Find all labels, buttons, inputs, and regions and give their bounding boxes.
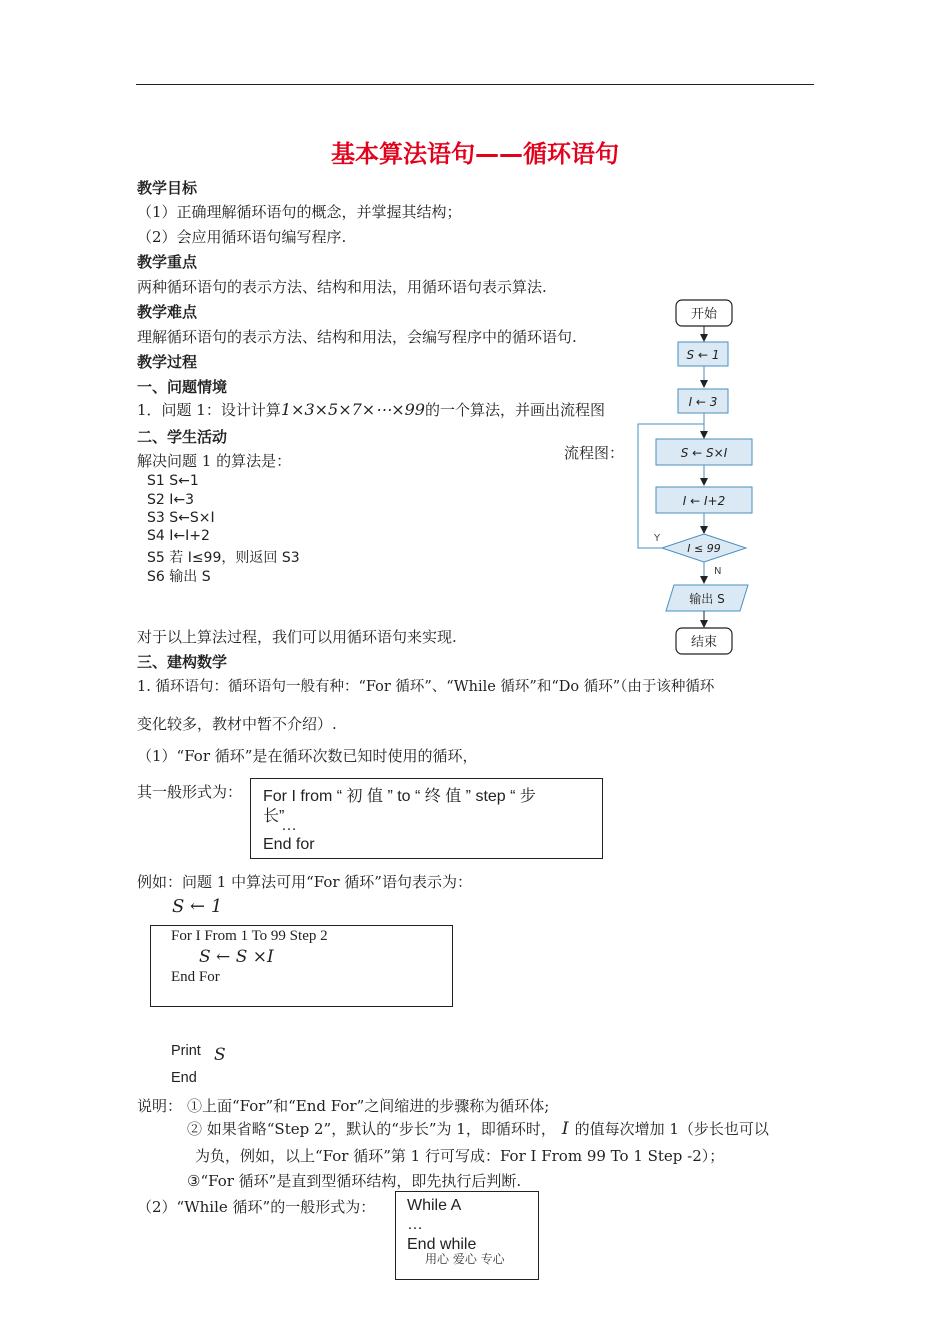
section3-heading: 三、建构数学 — [137, 653, 228, 671]
keypoints-text: 两种循环语句的表示方法、结构和用法，用循环语句表示算法. — [137, 278, 547, 296]
print-statement: Print — [171, 1043, 201, 1059]
loop-types-line1: 1. 循环语句：循环语句一般有种：“For 循环”、“While 循环”和“Do 循环”（由于该种循环 — [137, 679, 715, 695]
note-2a-text: ② 如果省略“Step 2”，默认的“步长”为 1，即循环时， — [187, 1120, 556, 1138]
flow-yes-label: Y — [654, 533, 661, 544]
for-form-box — [250, 778, 603, 859]
algorithm-conclusion: 对于以上算法过程，我们可以用循环语句来实现. — [137, 628, 457, 646]
general-form-label: 其一般形式为： — [137, 783, 243, 801]
flow-no-label: N — [714, 566, 722, 577]
keypoints-heading: 教学重点 — [137, 253, 198, 271]
problem-prefix: 1．问题 1：设计计算 — [137, 401, 281, 419]
for-form-line1: For I from “ 初 值 ” to “ 终 值 ” step “ 步 — [263, 788, 536, 805]
for-form-line3: End for — [263, 836, 315, 853]
problem-1 — [137, 399, 605, 420]
page-footer: 用心 爱心 专心 — [425, 1252, 505, 1266]
for-example-line3: End For — [171, 969, 220, 985]
flowchart-label: 流程图： — [564, 444, 625, 462]
algorithm-intro: 解决问题 1 的算法是： — [137, 452, 292, 470]
for-form-line1b: 长” — [263, 808, 285, 825]
problem-suffix: 的一个算法，并画出流程图 — [424, 401, 605, 419]
flow-cond-text: I ≤ 99 — [687, 542, 721, 555]
flow-s1-text: S ← 1 — [686, 348, 720, 362]
flow-end-text: 结束 — [690, 635, 718, 650]
section1-heading: 一、问题情境 — [137, 378, 228, 396]
for-form-line2: … — [281, 817, 297, 834]
for-example-line1: For I From 1 To 99 Step 2 — [171, 928, 328, 944]
flow-start-text: 开始 — [690, 307, 718, 322]
note-2b-text: 的值每次增加 1（步长也可以 — [574, 1120, 769, 1138]
for-example-box — [150, 925, 453, 1007]
flow-s2-text: I ← 3 — [688, 395, 718, 409]
step-s4: S4 I←I+2 — [147, 528, 210, 544]
objective-item-1: （1）正确理解循环语句的概念，并掌握其结构； — [137, 203, 462, 221]
step-s2: S2 I←3 — [147, 492, 195, 508]
while-loop-intro: （2）“While 循环”的一般形式为： — [137, 1198, 376, 1216]
print-variable: S — [214, 1045, 226, 1065]
note-2c: 为负，例如，以上“For 循环”第 1 行可写成：For I From 99 To 1 Step -2）； — [195, 1147, 725, 1165]
section2-heading: 二、学生活动 — [137, 428, 228, 446]
step-s1: S1 S←1 — [147, 473, 199, 489]
notes-label: 说明： — [137, 1097, 183, 1115]
process-heading: 教学过程 — [137, 353, 198, 371]
code-s-init: S ← 1 — [172, 896, 223, 917]
problem-math: 1×3×5×7×⋯×99 — [280, 400, 425, 419]
end-statement: End — [171, 1070, 197, 1086]
difficulties-text: 理解循环语句的表示方法、结构和用法，会编写程序中的循环语句. — [137, 328, 577, 346]
step-s5: S5 若 I≤99，则返回 S3 — [147, 550, 300, 566]
page-title: 基本算法语句——循环语句 — [331, 140, 619, 168]
note-2a — [187, 1118, 769, 1139]
step-s6: S6 输出 S — [147, 569, 211, 585]
objective-item-2: （2）会应用循环语句编写程序. — [137, 228, 347, 246]
step-s3: S3 S←S×I — [147, 510, 215, 526]
objectives-heading: 教学目标 — [137, 179, 198, 197]
flow-output-text: 输出 S — [689, 592, 725, 606]
while-form-line2: … — [407, 1216, 423, 1233]
header-rule — [136, 84, 814, 85]
flow-s4-text: I ← I+2 — [682, 494, 726, 508]
note-3: ③“For 循环”是直到型循环结构，即先执行后判断. — [187, 1172, 522, 1190]
difficulties-heading: 教学难点 — [137, 303, 198, 321]
flow-s3-text: S ← S×I — [680, 446, 728, 460]
note-2-var: I — [561, 1119, 569, 1139]
flowchart — [630, 298, 780, 658]
note-1: ①上面“For”和“End For”之间缩进的步骤称为循环体; — [187, 1097, 550, 1115]
while-form-line3: End while — [407, 1236, 477, 1253]
example-intro: 例如：问题 1 中算法可用“For 循环”语句表示为： — [137, 873, 472, 891]
loop-types-line2: 变化较多，教材中暂不介绍）. — [137, 715, 337, 733]
for-loop-intro: （1）“For 循环”是在循环次数已知时使用的循环， — [137, 747, 478, 765]
while-form-line1: While A — [407, 1197, 462, 1214]
for-example-line2: S ← S ×I — [199, 947, 274, 967]
